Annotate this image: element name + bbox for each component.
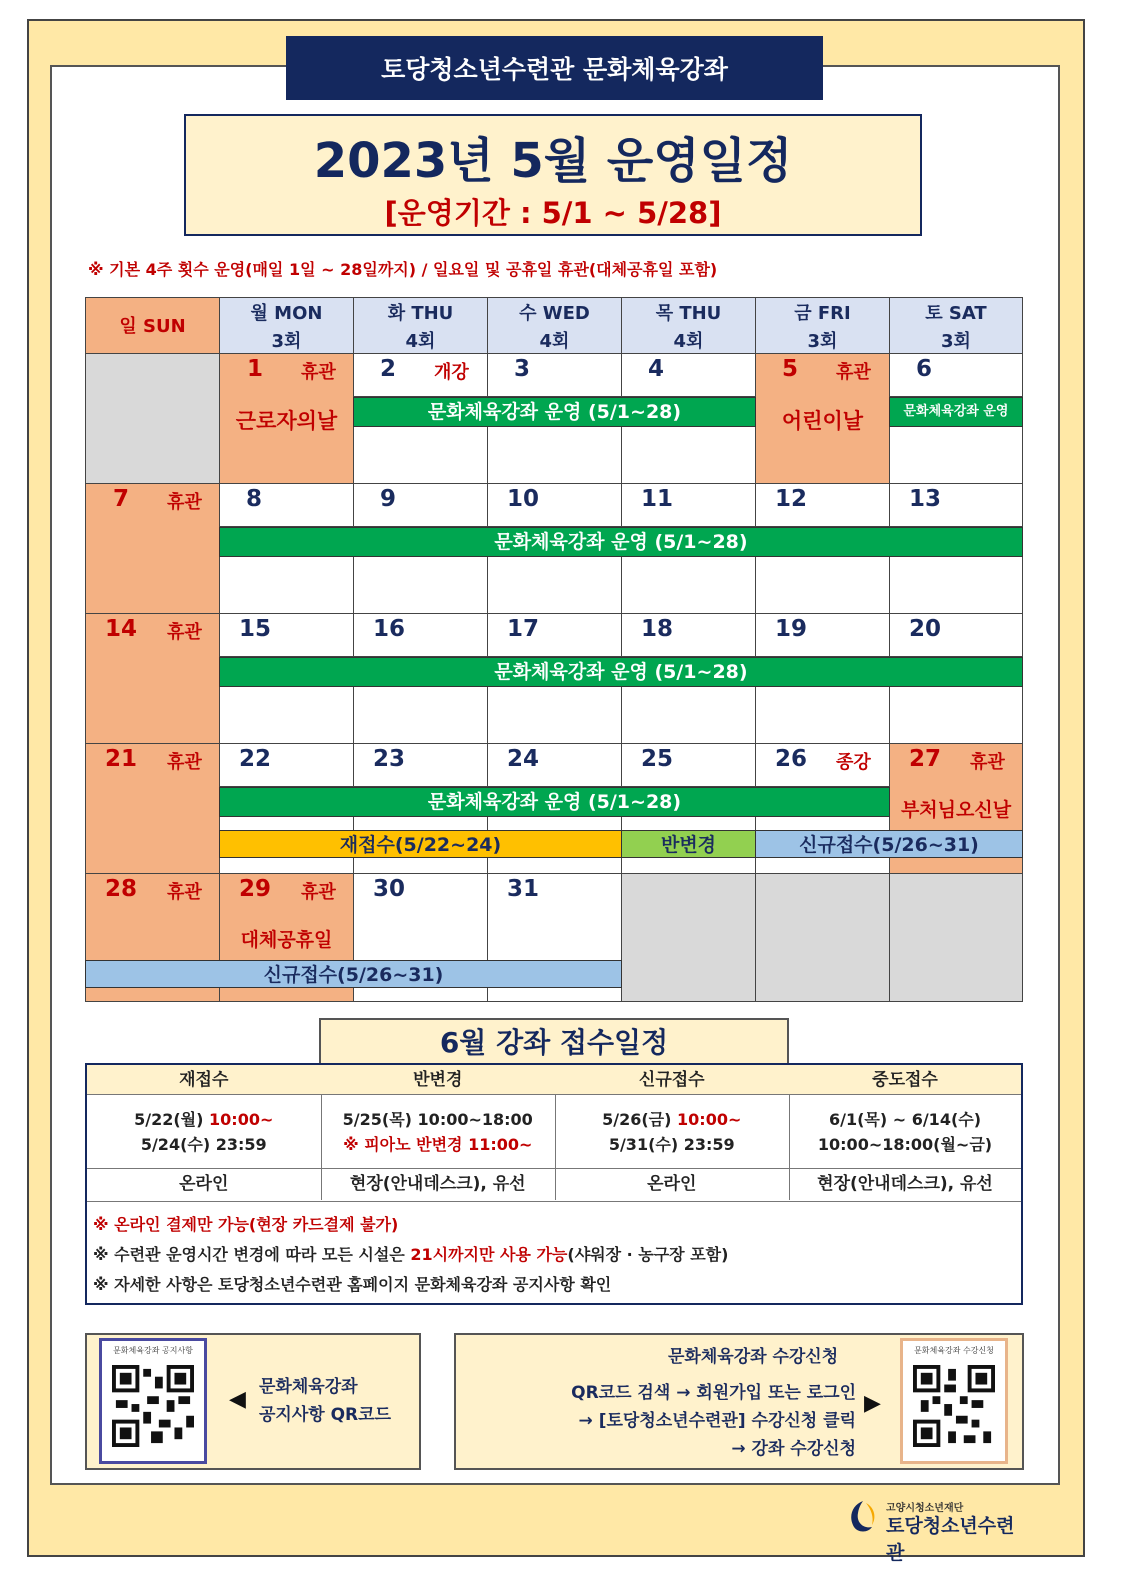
operating-period: [운영기간 : 5/1 ~ 5/28] [384,196,722,230]
header-sun [85,297,220,354]
day-number: 20 [909,616,942,642]
holiday-name: 어린이날 [781,409,864,433]
june-column-method: 온라인 [647,1174,697,1194]
header-banner: 토당청소년수련관 문화체육강좌 [286,36,823,100]
day-cell-4 [621,353,756,397]
qr-code-icon [112,1365,194,1447]
organization-logo [842,1493,1032,1564]
day-number: 18 [641,616,674,642]
june-column-body [555,1095,789,1169]
day-number: 29 [239,876,272,902]
note-highlight: 21시까지만 사용 가능 [410,1245,568,1264]
june-line: 6/1(목) ~ 6/14(수) [828,1110,982,1129]
day-number: 9 [380,486,397,512]
day-number: 10 [507,486,540,512]
header-count: 3회 [941,331,971,352]
cell-bottom [755,555,890,614]
june-column-body [87,1095,321,1169]
run-bar: 문화체육강좌 운영 (5/1~28) [219,787,890,817]
holiday-name: 대체공휴일 [240,929,333,951]
cell-bottom [621,685,756,744]
day-number: 27 [909,746,942,772]
holiday-name: 부처님오신날 [900,799,1012,821]
june-schedule-title: 6월 강좌 접수일정 [319,1018,789,1064]
day-cell-2-bottom [353,425,488,484]
june-column-method: 온라인 [179,1174,229,1194]
cell-bottom [353,685,488,744]
day-cell-6-bottom [889,425,1023,484]
june-column-method: 현장(안내데스크), 유선 [817,1174,993,1194]
day-number: 13 [909,486,942,512]
header-label: 수 WED [519,303,590,324]
day-number: 4 [648,356,665,382]
time-text: 10:00~ [677,1110,742,1129]
day-number: 16 [373,616,406,642]
june-column-method: 현장(안내데스크), 유선 [349,1174,526,1194]
day-number: 21 [105,746,138,772]
header-label: 화 THU [387,303,454,324]
closed-tag: 휴관 [167,882,202,903]
closed-tag: 휴관 [970,752,1005,773]
june-column-header: 중도접수 [789,1065,1021,1095]
header-label: 금 FRI [794,303,851,324]
header-label: 목 THU [655,303,722,324]
cell-bottom [219,555,354,614]
june-column [87,1065,322,1200]
run-bar: 문화체육강좌 운영 (5/1~28) [219,657,1023,687]
calendar [85,297,1023,1002]
qr-caption: 문화체육강좌 수강신청 [914,1346,994,1355]
left-arrow-icon: ◀ [229,1387,246,1412]
june-line [87,1107,321,1132]
new-register-bar: 신규접수(5/26~31) [85,960,622,988]
day-number: 19 [775,616,808,642]
day-number: 12 [775,486,808,512]
header-count: 3회 [271,331,302,352]
june-column-header: 신규접수 [555,1065,789,1095]
open-tag: 개강 [434,362,469,383]
header-mon [219,297,354,354]
day-number: 28 [105,876,138,902]
cell-bottom [353,555,488,614]
june-column [789,1065,1021,1200]
qr-caption: 문화체육강좌 공지사항 [113,1346,193,1355]
closed-tag: 휴관 [167,492,202,513]
qr-line: 공지사항 QR코드 [259,1405,391,1425]
closed-tag: 휴관 [301,882,336,903]
day-number: 15 [239,616,272,642]
empty-cell [621,873,756,1002]
enroll-step: QR코드 검색 → 회원가입 또는 로그인 [571,1383,856,1403]
day-number: 5 [782,356,799,382]
closed-tag: 휴관 [836,362,871,383]
june-line: 5/24(수) 23:59 [140,1135,267,1154]
header-wed [487,297,622,354]
header-tue [353,297,488,354]
run-bar: 문화체육강좌 운영 [889,397,1023,427]
empty-cell [889,873,1023,1002]
june-line: 5/31(수) 23:59 [608,1135,735,1154]
note-line [93,1240,1015,1270]
note-line: ※ 온라인 결제만 가능(현장 카드결제 불가) [93,1215,399,1234]
header-label: 월 MON [250,303,323,324]
june-column-header: 반변경 [321,1065,555,1095]
day-cell-4-bottom [621,425,756,484]
enroll-steps [546,1379,856,1463]
class-change-bar: 반변경 [621,830,756,858]
notice-qr-text [259,1373,391,1429]
cell-bottom [621,555,756,614]
header-label: 일 SUN [119,315,186,337]
enroll-qr-panel [454,1333,1024,1470]
logo-title: 토당청소년수련관 [886,1515,1015,1564]
notice-qr-panel [85,1333,421,1470]
enroll-qr-code[interactable] [900,1338,1008,1464]
title-box [184,114,922,236]
header-sat [889,297,1023,354]
day-number: 11 [641,486,674,512]
note-text: (샤워장 · 농구장 포함) [567,1245,729,1264]
cell-bottom [755,685,890,744]
june-column [321,1065,556,1200]
page-title: 2023년 5월 운영일정 [313,133,793,189]
june-line [555,1107,789,1132]
enroll-title: 문화체육강좌 수강신청 [668,1347,839,1367]
logo-icon [844,1497,882,1535]
header-fri [755,297,890,354]
date-text: 5/22(월) [134,1110,210,1129]
closed-tag: 휴관 [167,622,202,643]
qr-code-icon [913,1365,995,1447]
note-text: ※ 수련관 운영시간 변경에 따라 모든 시설은 [93,1245,411,1264]
june-line: 5/25(목) 10:00~18:00 [342,1110,533,1129]
header-count: 3회 [807,331,838,352]
day-cell-3-bottom [487,425,622,484]
header-count: 4회 [405,331,436,352]
day-cell-8 [219,483,354,527]
enroll-step: → 강좌 수강신청 [731,1439,856,1459]
header-label: 토 SAT [925,303,987,324]
empty-cell [755,873,890,1002]
note-line: ※ 자세한 사항은 토당청소년수련관 홈페이지 문화체육강좌 공지사항 확인 [93,1275,612,1294]
day-number: 26 [775,746,808,772]
run-bar: 문화체육강좌 운영 (5/1~28) [353,397,756,427]
june-line: ※ 피아노 반변경 11:00~ [343,1135,533,1154]
closed-tag: 휴관 [167,752,202,773]
header-thu [621,297,756,354]
june-notes [87,1201,1021,1308]
run-bar: 문화체육강좌 운영 (5/1~28) [219,527,1023,557]
end-tag: 종강 [836,752,871,773]
cell-bottom [487,685,622,744]
date-text: 5/26(금) [602,1110,678,1129]
june-schedule-table [85,1063,1023,1305]
day-number: 1 [247,356,264,382]
cell-bottom [487,555,622,614]
day-number: 6 [916,356,933,382]
day-cell-6 [889,353,1023,397]
day-number: 14 [105,616,138,642]
enroll-step: → [토당청소년수련관] 수강신청 클릭 [578,1411,856,1431]
logo-subtitle: 고양시청소년재단 [886,1503,964,1514]
day-number: 30 [373,876,406,902]
header-count: 4회 [673,331,704,352]
qr-line: 문화체육강좌 [259,1377,358,1397]
day-number: 23 [373,746,406,772]
day-number: 8 [246,486,263,512]
june-line: 10:00~18:00(월~금) [817,1135,993,1154]
new-register-bar: 신규접수(5/26~31) [755,830,1023,858]
header-count: 4회 [539,331,570,352]
day-number: 2 [380,356,397,382]
june-column-body [321,1095,555,1169]
day-number: 31 [507,876,540,902]
holiday-name: 근로자의날 [235,409,338,433]
day-number: 25 [641,746,674,772]
closed-tag: 휴관 [301,362,336,383]
right-arrow-icon: ▶ [864,1391,881,1416]
cell-bottom [219,685,354,744]
day-number: 24 [507,746,540,772]
cell-bottom [889,685,1023,744]
day-number: 22 [239,746,272,772]
time-text: 10:00~ [209,1110,274,1129]
re-register-bar: 재접수(5/22~24) [219,830,622,858]
notice-qr-code[interactable] [99,1338,207,1464]
day-number: 17 [507,616,540,642]
june-column-body [789,1095,1021,1169]
day-cell-9 [353,483,488,527]
day-cell-3 [487,353,622,397]
day-number: 3 [514,356,531,382]
empty-cell [85,353,220,484]
cell-bottom [889,555,1023,614]
day-number: 7 [113,486,130,512]
june-column [555,1065,790,1200]
top-note: ※ 기본 4주 횟수 운영(매일 1일 ~ 28일까지) / 일요일 및 공휴일 휴관(대체공휴일 포함) [88,260,718,279]
june-column-header: 재접수 [87,1065,321,1095]
